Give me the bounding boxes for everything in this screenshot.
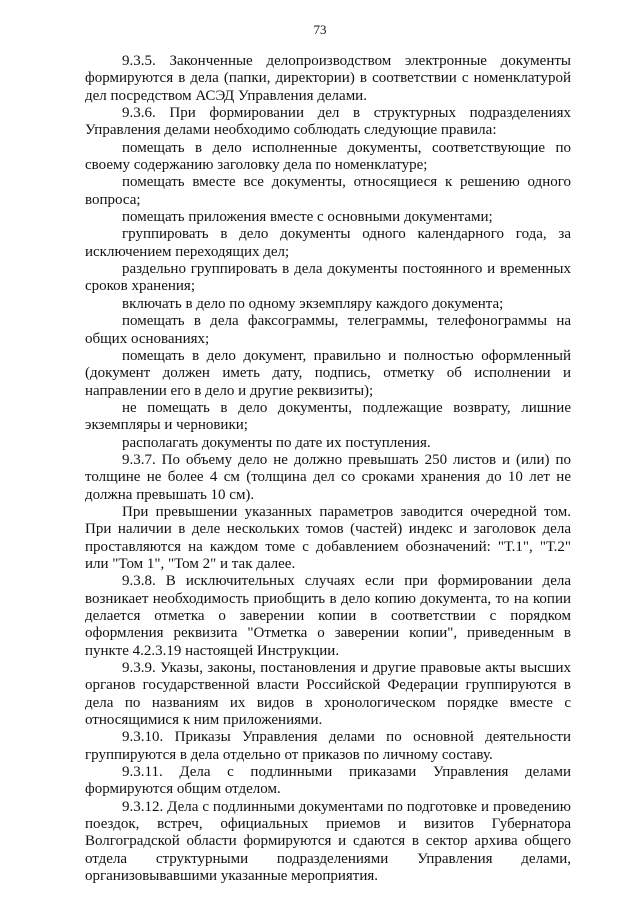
paragraph-9-3-12: 9.3.12. Дела с подлинными документами по подготовке и проведению поездок, встреч, официальных приемов и визитов Губернатора Волгоградской области формируются и сдаются в сектор архива общего отдела структурными подразделениями Управления делами, организовывавшими указанные мероприятия. (85, 798, 571, 885)
rule-item: включать в дело по одному экземпляру каждого документа; (122, 295, 504, 312)
rule-item: помещать вместе все документы, относящиеся к решению одного вопроса; (85, 174, 571, 208)
paragraph-9-3-9: 9.3.9. Указы, законы, постановления и другие правовые акты высших органов государственной власти Российской Федерации группируются в дела по названиям их видов в хронологическом порядке вместе с относящимися к ним приложениями. (85, 660, 571, 729)
paragraph-9-3-5: 9.3.5. Законченные делопроизводством электронные документы формируются в дела (папки, директории) в соответствии с номенклатурой дел посредством АСЭД Управления делами. (85, 53, 571, 104)
paragraph-volume-note: При превышении указанных параметров заводится очередной том. При наличии в деле нескольких томов (частей) индекс и заголовок дела проставляются на каждом томе с добавлением обозначений: "Т.1", "Т.2" или "Том 1", "Том 2" и так далее. (85, 503, 571, 572)
rule-item: помещать приложения вместе с основными документами; (122, 209, 493, 226)
page-number: 73 (313, 22, 327, 37)
paragraph-9-3-6: 9.3.6. При формировании дел в структурных подразделениях Управления делами необходимо соблюдать следующие правила: (85, 105, 571, 139)
rule-item: не помещать в дело документы, подлежащие возврату, лишние экземпляры и черновики; (85, 399, 571, 434)
paragraph-9-3-7: 9.3.7. По объему дело не должно превышать 250 листов и (или) по толщине не более 4 см (толщина дел со сроками хранения до 10 лет не должна превышать 10 см). (85, 451, 571, 503)
rule-item: помещать в дело исполненные документы, соответствующие по своему содержанию заголовку дела по номенклатуре; (85, 139, 571, 174)
paragraph-9-3-10: 9.3.10. Приказы Управления делами по основной деятельности группируются в дела отдельно от приказов по личному составу. (85, 729, 571, 763)
rule-item: помещать в дело документ, правильно и полностью оформленный (документ должен иметь дату, подпись, отметку об исполнении и направлении его в дело и другие реквизиты); (85, 347, 571, 399)
paragraph-9-3-11: 9.3.11. Дела с подлинными приказами Управления делами формируются общим отделом. (85, 764, 571, 798)
document-body (85, 53, 571, 886)
rule-item: помещать в дела факсограммы, телеграммы, телефонограммы на общих основаниях; (85, 313, 571, 347)
rule-item: располагать документы по дате их поступления. (122, 434, 431, 451)
rule-item: раздельно группировать в дела документы постоянного и временных сроков хранения; (85, 261, 571, 295)
rule-item: группировать в дело документы одного календарного года, за исключением переходящих дел; (85, 226, 571, 260)
paragraph-9-3-8: 9.3.8. В исключительных случаях если при формировании дела возникает необходимость приобщить в дело копию документа, то на копии делается отметка о заверении копии в соответствии с порядком оформления реквизита "Отметка о заверении копии", приведенным в пункте 4.2.3.19 настоящей Инструкции. (85, 573, 571, 659)
